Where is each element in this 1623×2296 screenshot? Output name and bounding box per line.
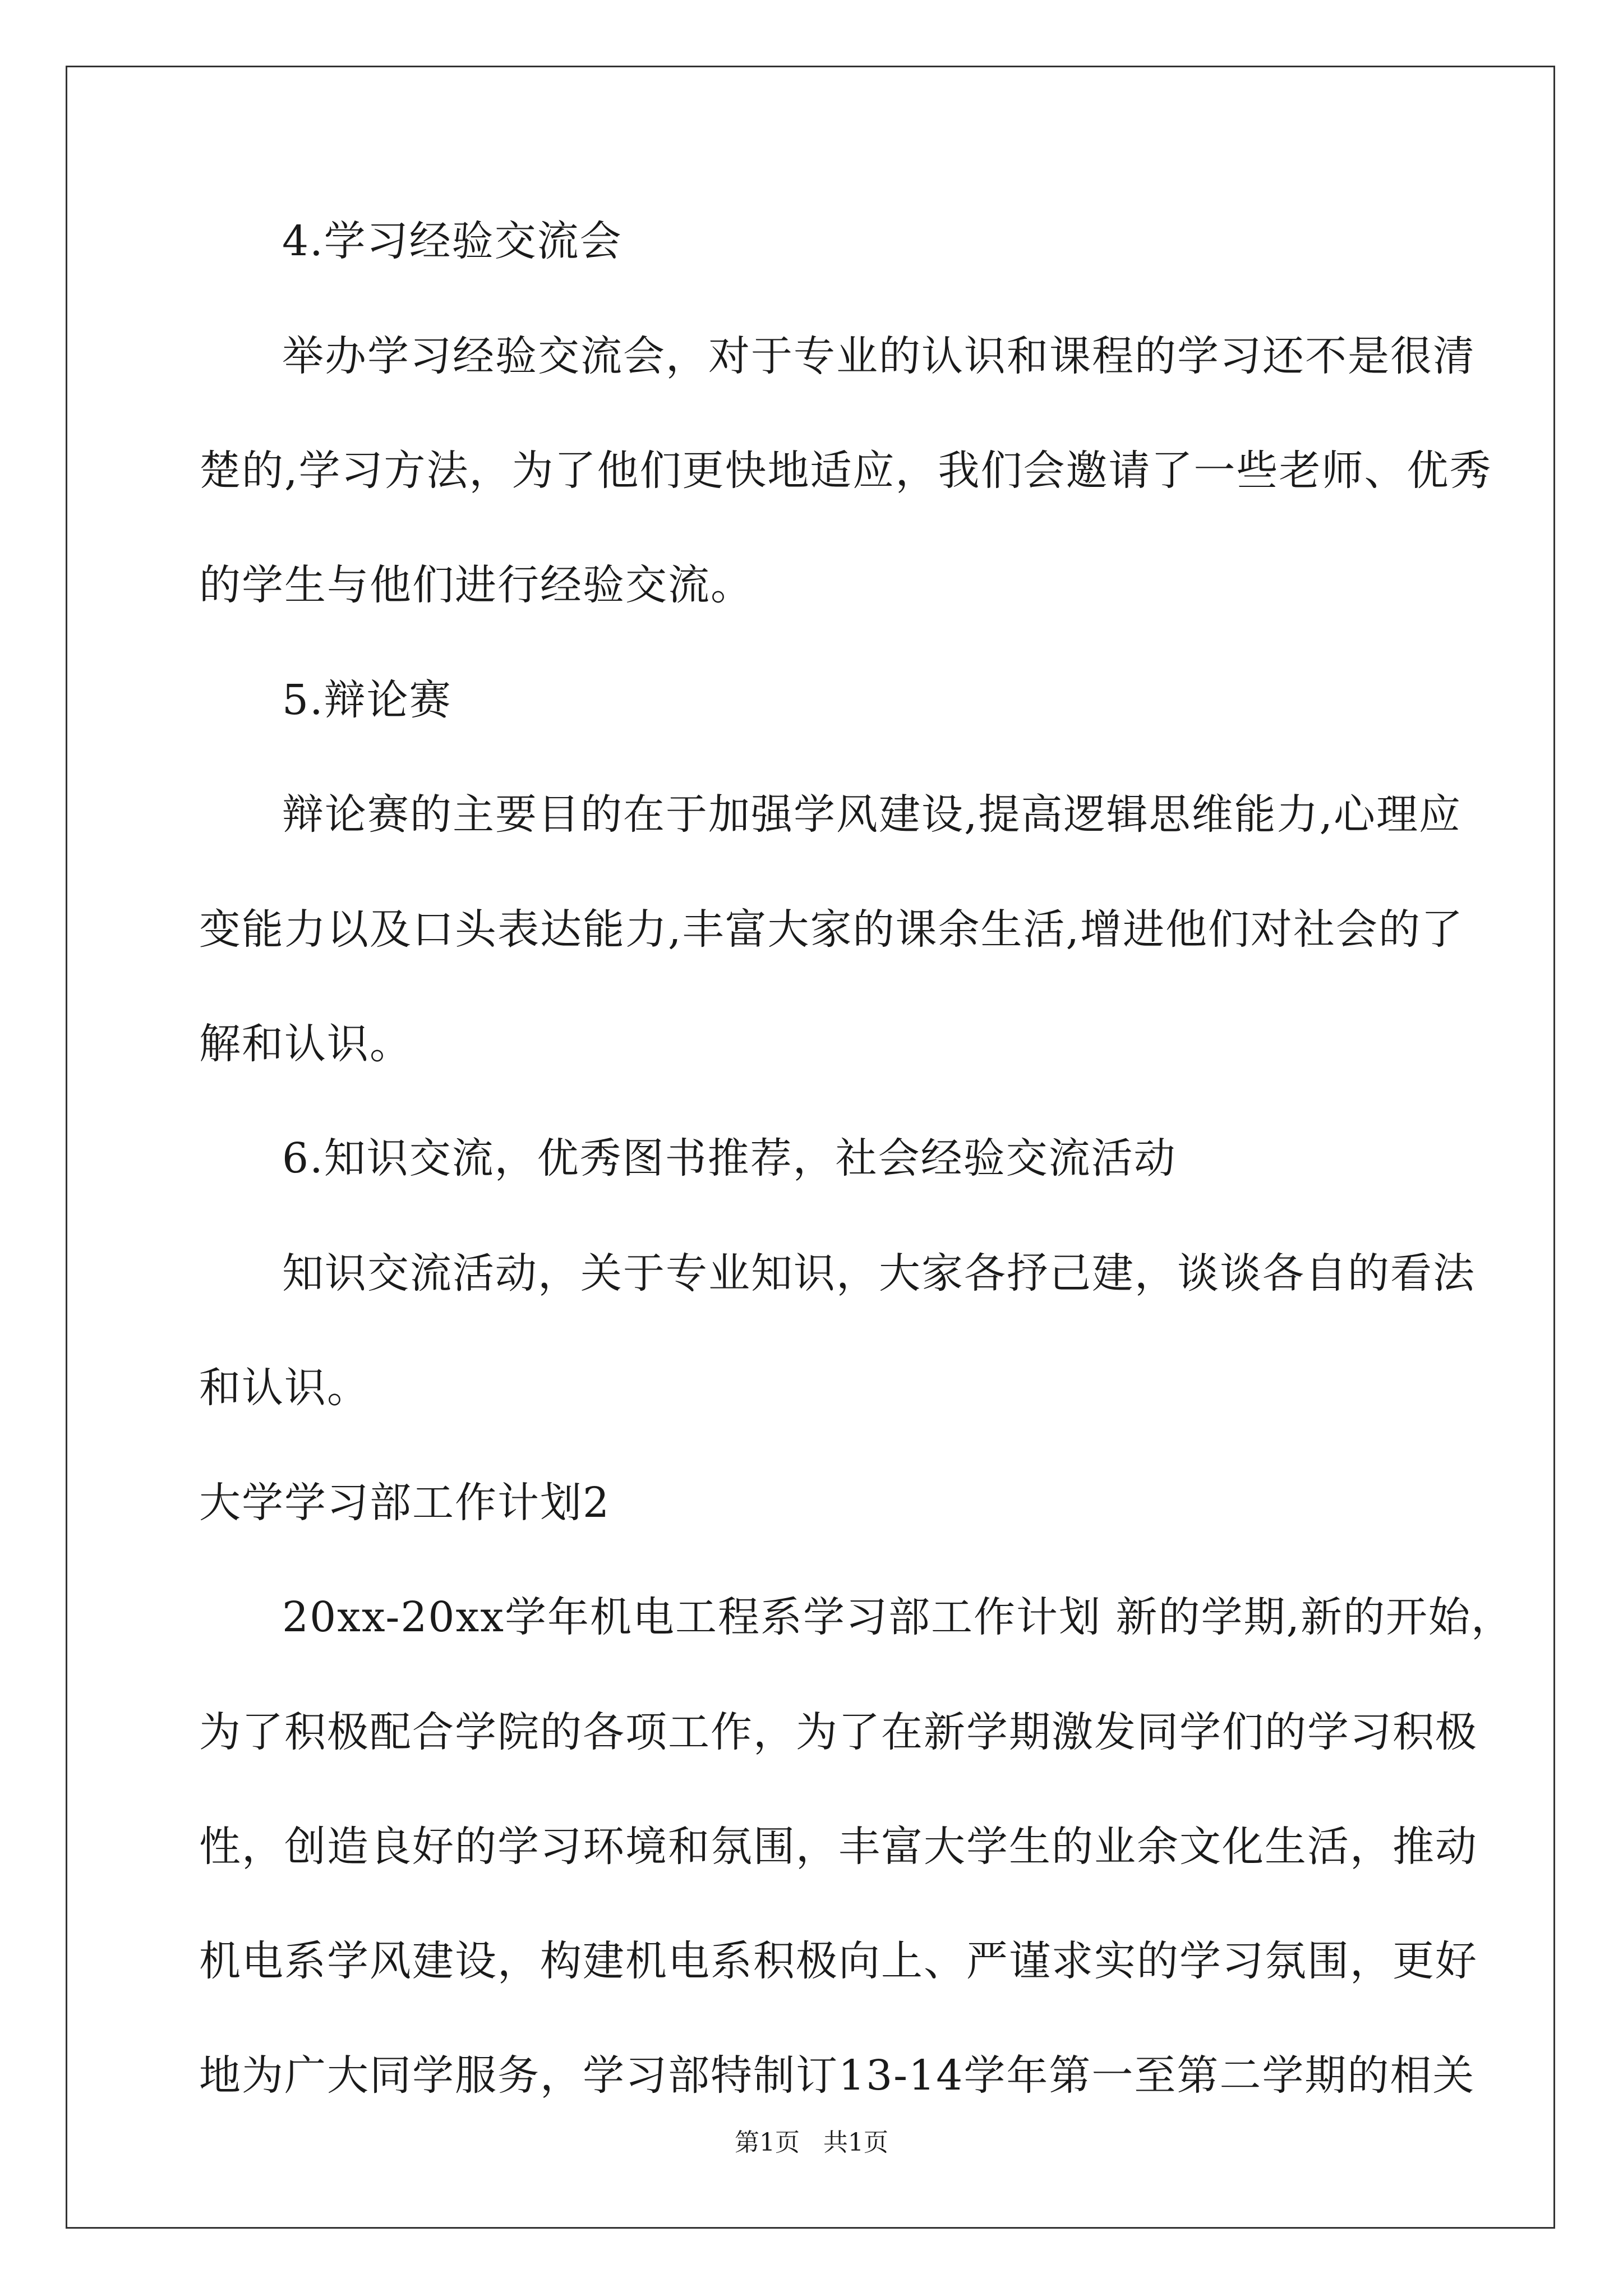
paragraph-line: 和认识。 (199, 1364, 370, 1412)
section-heading-6: 6.知识交流，优秀图书推荐，社会经验交流活动 (282, 1134, 1177, 1182)
page-footer (0, 2126, 1623, 2160)
section-heading-5: 5.辩论赛 (282, 676, 452, 724)
paragraph-line: 机电系学风建设，构建机电系积极向上、严谨求实的学习氛围，更好 (199, 1937, 1478, 1985)
paragraph-line: 变能力以及口头表达能力,丰富大家的课余生活,增进他们对社会的了 (199, 905, 1464, 954)
paragraph-line: 地为广大同学服务，学习部特制订13-14学年第一至第二学期的相关 (199, 2051, 1476, 2100)
paragraph-line: 举办学习经验交流会，对于专业的认识和课程的学习还不是很清 (282, 332, 1476, 380)
page-total: 共1页 (823, 2128, 888, 2157)
paragraph-line: 解和认识。 (199, 1020, 412, 1068)
page-number: 第1页 (735, 2128, 800, 2157)
section-heading-4: 4.学习经验交流会 (282, 217, 623, 265)
paragraph-line: 性，创造良好的学习环境和氛围，丰富大学生的业余文化生活，推动 (199, 1823, 1478, 1871)
paragraph-line: 为了积极配合学院的各项工作，为了在新学期激发同学们的学习积极 (199, 1708, 1478, 1756)
paragraph-line: 知识交流活动，关于专业知识，大家各抒己建，谈谈各自的看法 (282, 1249, 1476, 1297)
paragraph-line: 的学生与他们进行经验交流。 (199, 561, 753, 609)
paragraph-line: 辩论赛的主要目的在于加强学风建设,提高逻辑思维能力,心理应 (282, 790, 1462, 839)
paragraph-line: 20xx-20xx学年机电工程系学习部工作计划 新的学期,新的开始， (282, 1593, 1514, 1641)
document-title: 大学学习部工作计划2 (199, 1479, 611, 1527)
paragraph-line: 楚的,学习方法，为了他们更快地适应，我们会邀请了一些老师、优秀 (199, 447, 1492, 495)
